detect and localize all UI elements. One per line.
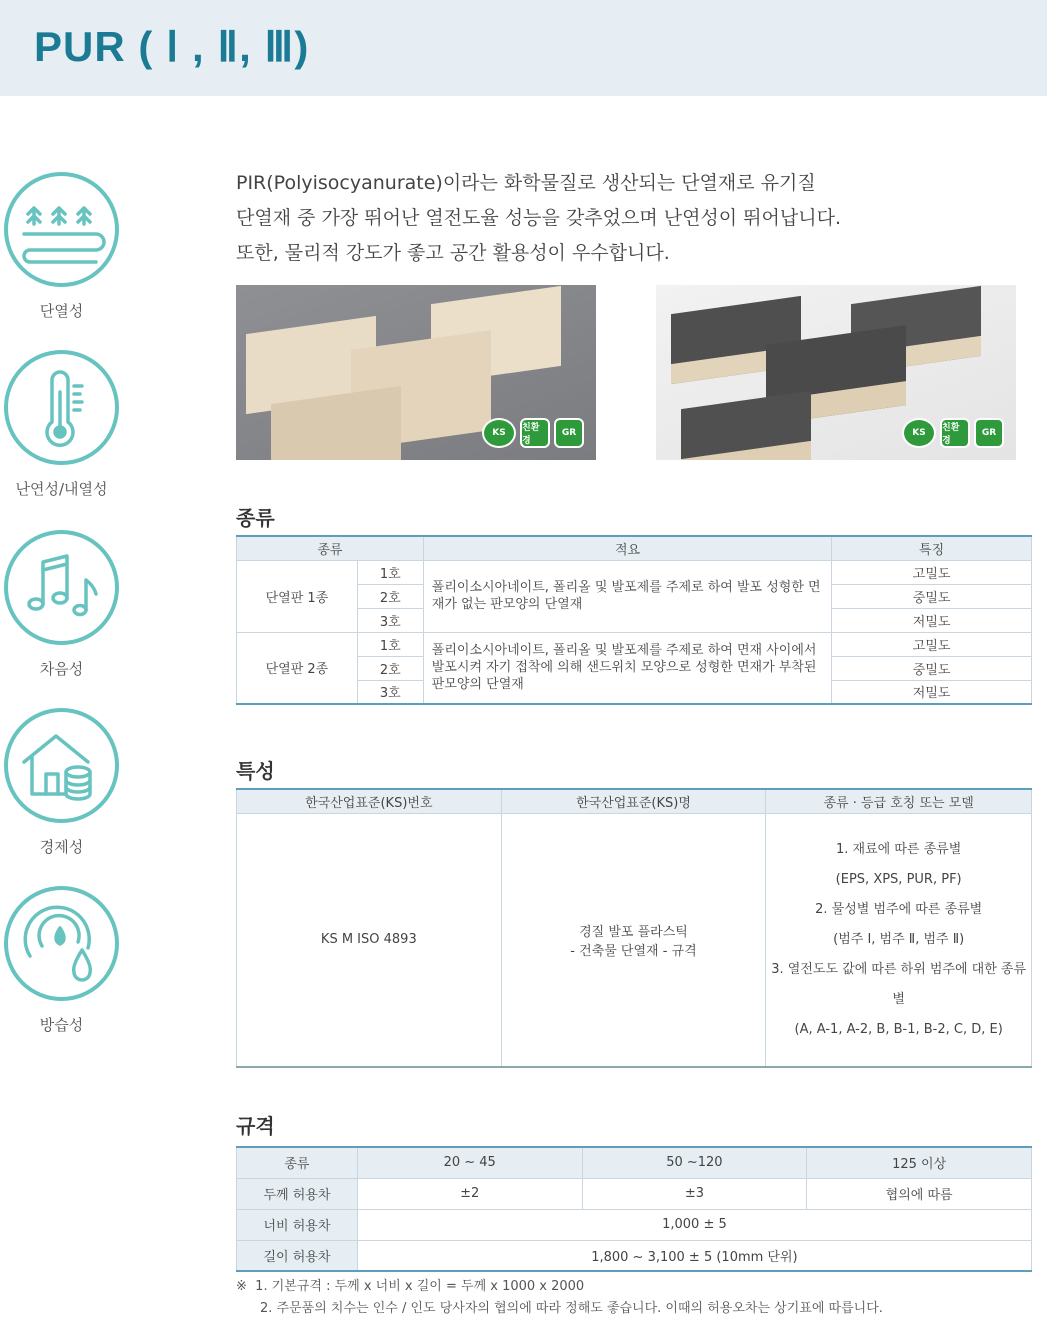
cell-value: 1,000 ± 5 (357, 1209, 1031, 1240)
grade: 1호 (357, 632, 423, 656)
footnotes (236, 1276, 883, 1320)
eco-badge: 친환경 (520, 418, 550, 448)
intro-line: 단열재 중 가장 뛰어난 열전도율 성능을 갖추었으며 난연성이 뛰어납니다. (236, 207, 841, 229)
feature: 저밀도 (832, 680, 1032, 704)
eco-badge: 친환경 (940, 418, 970, 448)
feature: 저밀도 (832, 608, 1032, 632)
model-line: (A, A-1, A-2, B, B-1, B-2, C, D, E) (794, 1021, 1003, 1037)
table-row (237, 1178, 1032, 1209)
header-application: 적요 (423, 536, 831, 560)
model-line: (범주 Ⅰ, 범주 Ⅱ, 범주 Ⅱ) (833, 931, 965, 947)
note-text: 1. 기본규격 : 두께 x 너비 x 길이 = 두께 x 1000 x 2000 (255, 1279, 585, 1294)
note-line (236, 1276, 883, 1298)
feature-label: 차음성 (39, 660, 84, 678)
feature-label: 경제성 (39, 838, 84, 856)
ks-name-line: - 건축물 단열재 - 규격 (570, 943, 697, 959)
feature: 고밀도 (832, 632, 1032, 656)
certification-badges (482, 418, 584, 448)
note-mark: ※ (236, 1279, 247, 1294)
table-row (237, 813, 1032, 1067)
row-label: 두께 허용차 (237, 1178, 358, 1209)
model-line: 1. 재료에 따른 종류별 (836, 841, 962, 857)
types-table (236, 535, 1032, 705)
header-range: 20 ~ 45 (357, 1147, 582, 1178)
properties-table (236, 788, 1032, 1068)
music-note-icon (4, 530, 119, 645)
grade: 1호 (357, 560, 423, 584)
table-row (237, 1240, 1032, 1271)
table-row (237, 560, 1032, 584)
thermometer-icon (4, 350, 119, 465)
product-photo-plain (236, 285, 596, 460)
cell-value: 1,800 ~ 3,100 ± 5 (10mm 단위) (357, 1240, 1031, 1271)
cell-value: 협의에 따름 (807, 1178, 1032, 1209)
types-section-title: 종류 (236, 506, 275, 530)
header-type: 종류 (237, 536, 424, 560)
type-description: 폴리이소시아네이트, 폴리올 및 발포제를 주제로 하여 발포 성형한 면재가 없는 판모양의 단열재 (423, 560, 831, 632)
feature: 중밀도 (832, 656, 1032, 680)
humidity-gauge-icon (4, 886, 119, 1001)
model-list (766, 813, 1032, 1067)
ks-name-line: 경질 발포 플라스틱 (579, 924, 688, 940)
certification-badges (902, 418, 1004, 448)
model-line: 2. 물성별 범주에 따른 종류별 (815, 901, 983, 917)
note-line: 2. 주문품의 치수는 인수 / 인도 당사자의 협의에 따라 정해도 좋습니다. 이때의 허용오차는 상기표에 따릅니다. (260, 1301, 883, 1316)
grade: 3호 (357, 608, 423, 632)
grade: 2호 (357, 656, 423, 680)
header-ks-number: 한국산업표준(KS)번호 (237, 789, 502, 813)
type-description: 폴리이소시아네이트, 폴리올 및 발포제를 주제로 하여 면재 사이에서 발포시켜 자기 접착에 의해 샌드위치 모양으로 성형한 면재가 부착된 판모양의 단열재 (423, 632, 831, 704)
specs-section-title: 규격 (236, 1114, 275, 1138)
feature-label: 방습성 (39, 1016, 84, 1034)
intro-line: 또한, 물리적 강도가 좋고 공간 활용성이 우수합니다. (236, 242, 670, 264)
header-range: 50 ~120 (582, 1147, 807, 1178)
gr-badge: GR (554, 418, 584, 448)
header-type: 종류 (237, 1147, 358, 1178)
header-range: 125 이상 (807, 1147, 1032, 1178)
specs-table (236, 1146, 1032, 1272)
grade: 3호 (357, 680, 423, 704)
gr-badge: GR (974, 418, 1004, 448)
table-row (237, 1209, 1032, 1240)
cell-value: ±3 (582, 1178, 807, 1209)
feature-label: 난연성/내열성 (15, 480, 108, 498)
cell-value: ±2 (357, 1178, 582, 1209)
model-line: 3. 열전도도 값에 따른 하위 범주에 대한 종류별 (771, 961, 1027, 1007)
feature: 고밀도 (832, 560, 1032, 584)
type-name: 단열판 1종 (237, 560, 358, 632)
header-ks-name: 한국산업표준(KS)명 (501, 789, 766, 813)
model-line: (EPS, XPS, PUR, PF) (835, 871, 962, 887)
page-header (0, 0, 1047, 96)
table-header-row (237, 789, 1032, 813)
page-title: PUR ( Ⅰ , Ⅱ, Ⅲ) (34, 23, 310, 70)
header-feature: 특징 (832, 536, 1032, 560)
properties-section-title: 특성 (236, 759, 275, 783)
house-coins-icon (4, 708, 119, 823)
heat-insulation-icon (4, 172, 119, 287)
table-header-row (237, 1147, 1032, 1178)
feature-label: 단열성 (39, 302, 84, 320)
intro-text (236, 166, 936, 271)
ks-badge: KS (482, 418, 516, 448)
table-header-row (237, 536, 1032, 560)
grade: 2호 (357, 584, 423, 608)
type-name: 단열판 2종 (237, 632, 358, 704)
row-label: 너비 허용차 (237, 1209, 358, 1240)
foam-block (681, 391, 811, 460)
ks-badge: KS (902, 418, 936, 448)
table-row (237, 632, 1032, 656)
ks-name (501, 813, 766, 1067)
row-label: 길이 허용차 (237, 1240, 358, 1271)
feature: 중밀도 (832, 584, 1032, 608)
intro-line: PIR(Polyisocyanurate)이라는 화학물질로 생산되는 단열재로 유기질 (236, 172, 816, 194)
product-photo-faced (656, 285, 1016, 460)
ks-number: KS M ISO 4893 (237, 813, 502, 1067)
header-model: 종류 · 등급 호칭 또는 모델 (766, 789, 1032, 813)
